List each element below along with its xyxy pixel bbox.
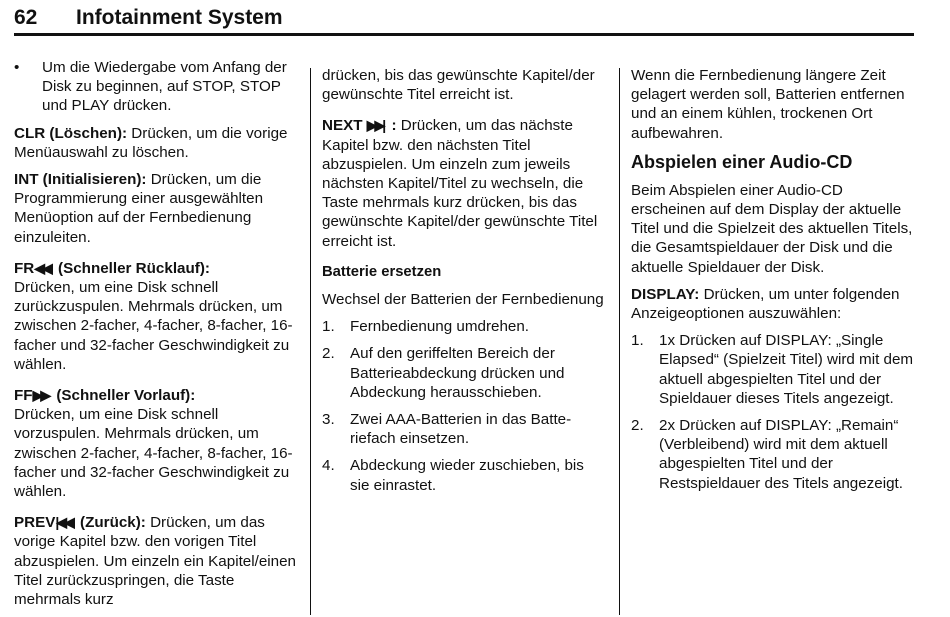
int-text: Drücken, um die Programmierung einer ausgewählten Menüoption auf der Fernbedienung einzuleiten. — [14, 171, 264, 246]
display-label: DISPLAY: — [631, 285, 700, 303]
step-number: 1. — [322, 318, 335, 336]
step-text: Zwei AAA-Batterien in das Batteriefach einsetzen. — [350, 411, 572, 448]
column-divider — [310, 68, 311, 615]
ff-text: Drücken, um eine Disk schnell vorzuspulen. Mehrmals drücken, um zwischen 2-facher, 4-facher, 8-facher, 16-facher und 32-facher Geschwindigkeit zu wählen. — [14, 406, 293, 501]
fr-paragraph — [14, 259, 302, 374]
page-title: Infotainment System — [76, 6, 283, 29]
storage-paragraph: Wenn die Fernbedienung längere Zeit gelagert werden soll, Batterien entfernen und an einem kühlen, trockenen Ort aufbewahren. — [631, 67, 905, 142]
option-text: 1x Drücken auf DISPLAY: „Single Elapsed“ (Spielzeit Titel) wird mit dem aktuell abgespielten Titel und der Spieldauer dieses Titels angezeigt. — [659, 332, 914, 407]
fr-prefix: FR — [14, 259, 35, 277]
list-item — [322, 410, 607, 448]
list-item — [322, 456, 607, 494]
step-text: Fernbedienung umdrehen. — [350, 318, 530, 336]
rewind-icon: ◀◀ — [34, 259, 50, 276]
list-item — [322, 317, 607, 336]
column-divider — [619, 68, 620, 615]
step-number: 2. — [322, 345, 335, 363]
step-number: 3. — [322, 411, 335, 429]
audio-paragraph: Beim Abspielen einer Audio-CD erscheinen auf dem Display der aktuelle Titel und die Spielzeit des aktuellen Titels, die Gesamtspieldauer der Disk und die aktuelle Spieldauer der Disk. — [631, 181, 913, 276]
page-number: 62 — [14, 6, 38, 29]
int-label: INT (Initialisieren): — [14, 171, 147, 189]
int-paragraph — [14, 170, 302, 247]
next-text: Drücken, um das nächste Kapitel bzw. den nächsten Titel abzuspielen. Um einzeln zum jeweils nächsten Kapitel/Titel zu wechseln, die Taste mehrmals kurz drücken, bis das gewünschte Kapitel/der gewünschte Titel erreicht ist. — [322, 117, 598, 250]
option-number: 1. — [631, 332, 644, 350]
display-text: Drücken, um unter folgenden Anzeigeoptionen auszuwählen: — [631, 285, 900, 323]
step-text: Abdeckung wieder zuschieben, bis sie einrastet. — [350, 457, 584, 494]
list-item — [631, 331, 914, 408]
bullet-item — [14, 58, 302, 116]
page-header — [14, 6, 914, 36]
next-paragraph — [322, 116, 607, 250]
battery-intro: Wechsel der Batterien der Fernbedienung — [322, 291, 604, 309]
continued-paragraph: drücken, bis das gewünschte Kapitel/der gewünschte Titel erreicht ist. — [322, 67, 595, 104]
step-text: Auf den geriffelten Bereich der Batterieabdeckung drücken und Abdeckung herausschieben. — [350, 345, 565, 401]
clr-paragraph — [14, 124, 302, 162]
prev-label: (Zurück): — [80, 514, 146, 532]
display-paragraph — [631, 285, 914, 323]
ff-prefix: FF — [14, 387, 33, 405]
audio-heading: Abspielen einer Audio-CD — [631, 151, 853, 172]
next-track-icon: ▶▶| — [366, 117, 384, 134]
bullet-marker: • — [14, 59, 20, 76]
prev-paragraph — [14, 513, 302, 609]
clr-text: Drücken, um die vorige Menüauswahl zu löschen. — [14, 124, 288, 161]
next-colon: : — [391, 117, 397, 135]
previous-track-icon: |◀◀ — [55, 514, 72, 531]
ff-label: (Schneller Vorlauf): — [56, 387, 196, 405]
column-3 — [631, 66, 914, 501]
column-2 — [322, 66, 607, 503]
option-number: 2. — [631, 417, 644, 435]
option-text: 2x Drücken auf DISPLAY: „Remain“ (Verbleibend) wird mit dem aktuell abgespielten Titel und der Restspieldauer des Titels angezeigt. — [659, 417, 903, 492]
step-number: 4. — [322, 457, 335, 475]
fast-forward-icon: ▶▶ — [32, 387, 49, 404]
next-prefix: NEXT — [322, 117, 363, 135]
prev-prefix: PREV — [14, 514, 56, 532]
fr-text: Drücken, um eine Disk schnell zurückzuspulen. Mehrmals drücken, um zwischen 2-facher, 4-facher, 8-facher, 16-facher und 32-facher Geschwindigkeit zu wählen. — [14, 279, 293, 373]
battery-heading: Batterie ersetzen — [322, 263, 442, 280]
bullet-text: Um die Wiedergabe vom Anfang der Disk zu beginnen, auf STOP, STOP und PLAY drücken. — [42, 59, 287, 115]
column-1 — [14, 58, 302, 617]
list-item — [631, 416, 914, 493]
list-item — [322, 344, 607, 402]
prev-text: Drücken, um das vorige Kapitel bzw. den vorigen Titel abzuspielen. Um einzeln ein Kapitel/einen Titel zurückzuspringen, die Taste mehrmals kurz — [14, 514, 296, 609]
ff-paragraph — [14, 386, 302, 501]
clr-label: CLR (Löschen): — [14, 124, 128, 142]
fr-label: (Schneller Rücklauf): — [58, 259, 210, 277]
